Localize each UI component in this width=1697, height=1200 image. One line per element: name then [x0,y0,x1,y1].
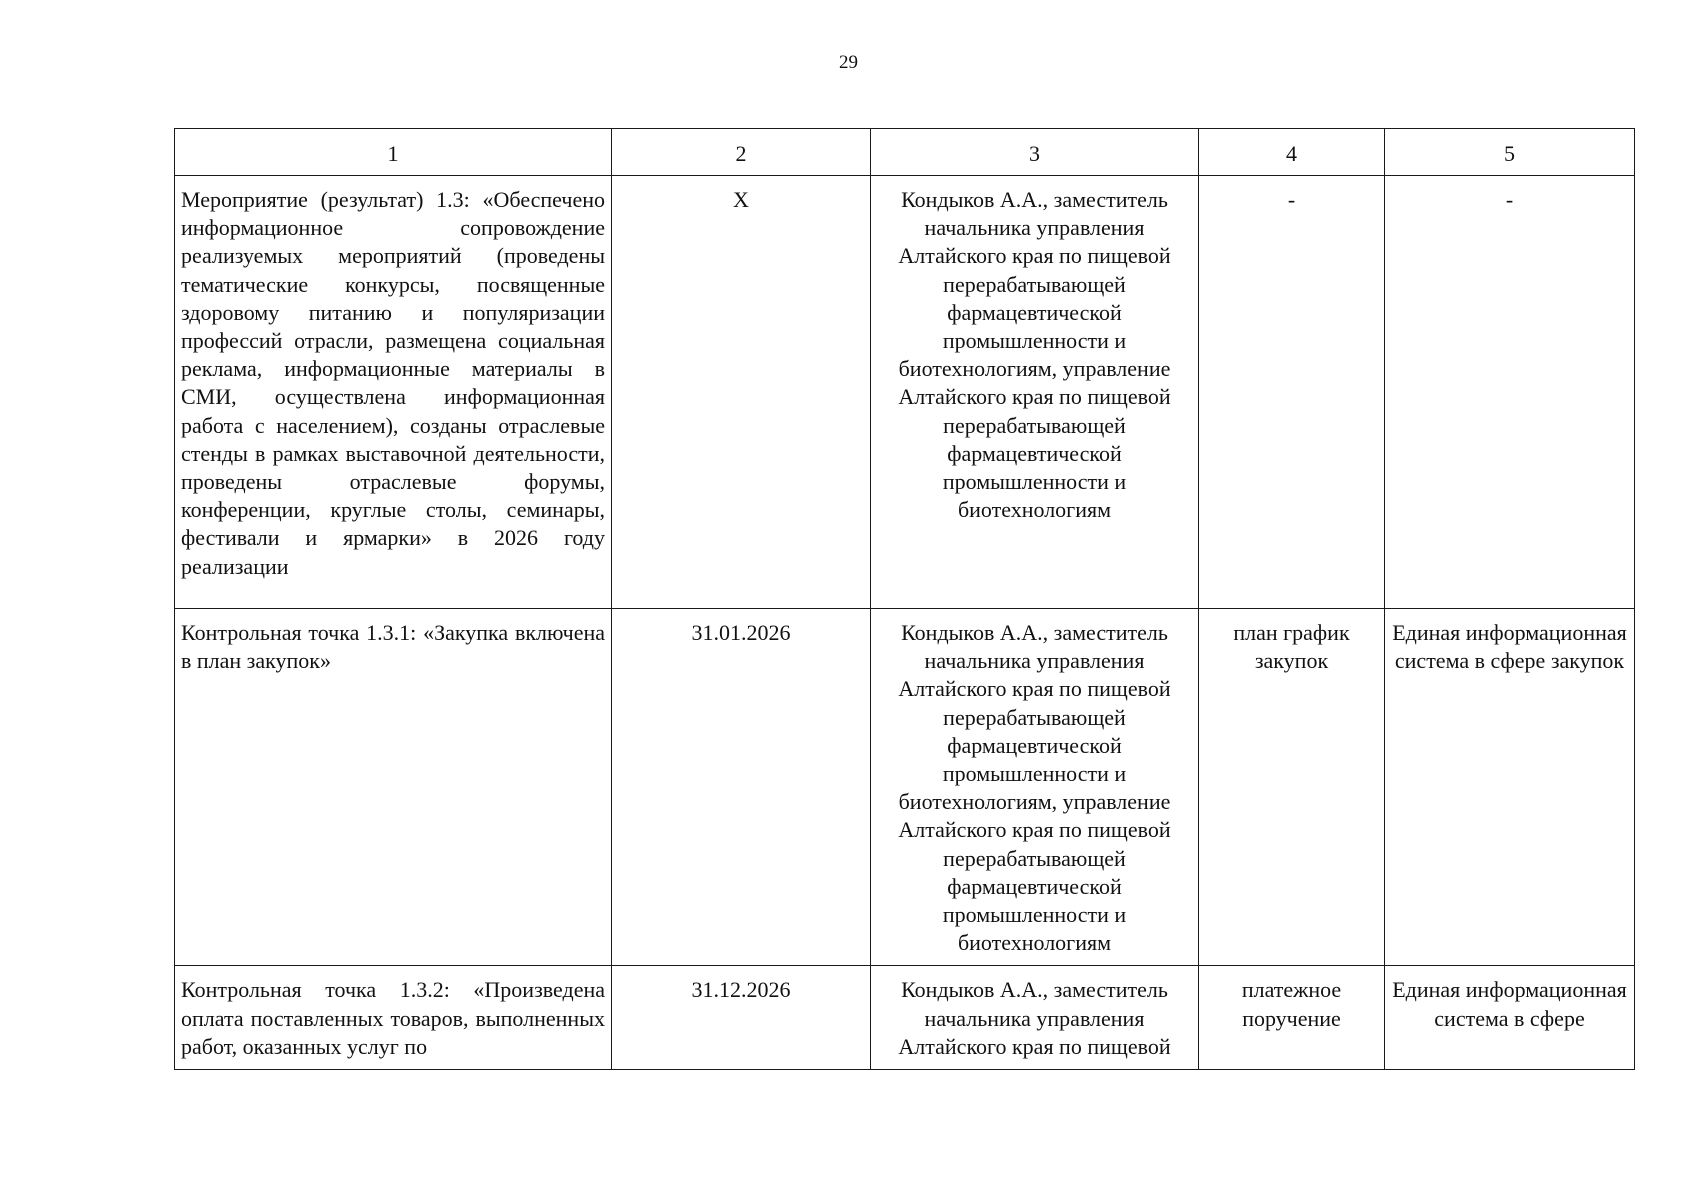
table-header-row [175,129,1635,176]
document-table [174,128,1635,1070]
activity-cell: Мероприятие (результат) 1.3: «Обеспечено информационное сопровождение реализуемых мероприятий (проведены тематические конкурсы, посвященные здоровому питанию и популяризации профессий отрасли, размещена социальная реклама, информационные материалы в СМИ, осуществлена информационная работа с населением), созданы отраслевые стенды в рамках выставочной деятельности, проведены отраслевые форумы, конференции, круглые столы, семинары, фестивали и ярмарки» в 2026 году реализации [175,176,612,609]
header-cell-4: 4 [1199,129,1385,176]
table-row [175,176,1635,609]
activity-cell: Контрольная точка 1.3.1: «Закупка включена в план закупок» [175,609,612,966]
header-cell-5: 5 [1385,129,1635,176]
information-system-cell: Единая информационная система в сфере [1385,966,1635,1070]
document-type-cell: - [1199,176,1385,609]
page-number: 29 [839,52,858,73]
information-system-cell: Единая информационная система в сфере закупок [1385,609,1635,966]
table-row [175,966,1635,1070]
table-row [175,609,1635,966]
responsible-cell: Кондыков А.А., заместитель начальника управления Алтайского края по пищевой перерабатывающей фармацевтической промышленности и биотехнологиям, управление Алтайского края по пищевой перерабатывающей фармацевтической промышленности и биотехнологиям [871,176,1199,609]
responsible-cell: Кондыков А.А., заместитель начальника управления Алтайского края по пищевой [871,966,1199,1070]
document-type-cell: платежное поручение [1199,966,1385,1070]
header-cell-2: 2 [612,129,871,176]
information-system-cell: - [1385,176,1635,609]
responsible-cell: Кондыков А.А., заместитель начальника управления Алтайского края по пищевой перерабатывающей фармацевтической промышленности и биотехнологиям, управление Алтайского края по пищевой перерабатывающей фармацевтической промышленности и биотехнологиям [871,609,1199,966]
header-cell-3: 3 [871,129,1199,176]
deadline-cell: 31.01.2026 [612,609,871,966]
deadline-cell: 31.12.2026 [612,966,871,1070]
header-cell-1: 1 [175,129,612,176]
document-type-cell: план график закупок [1199,609,1385,966]
deadline-cell: Х [612,176,871,609]
activity-cell: Контрольная точка 1.3.2: «Произведена оплата поставленных товаров, выполненных работ, оказанных услуг по [175,966,612,1070]
